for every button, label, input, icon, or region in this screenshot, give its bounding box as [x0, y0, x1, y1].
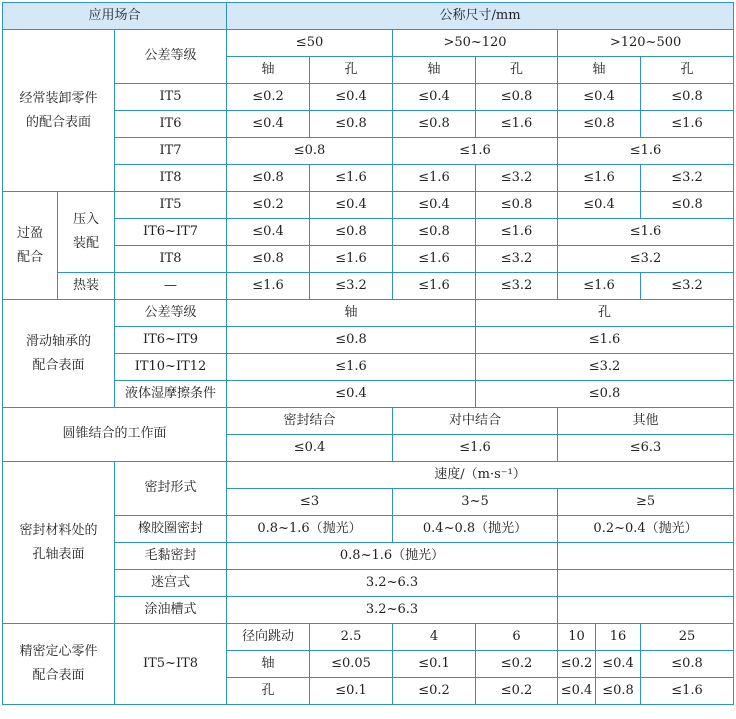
sec1-tol-grade: 公差等级 [115, 30, 227, 84]
sec1-grade: IT5 [115, 84, 227, 111]
sec5-speed-3: ≥5 [558, 489, 734, 516]
sec3-label [3, 300, 115, 408]
cell: ≤3.2 [310, 273, 393, 300]
sec1-label [3, 30, 115, 192]
sec6-shaft-label: 轴 [227, 651, 310, 678]
cell: ≤0.4 [227, 381, 476, 408]
cell: ≤1.6 [476, 111, 558, 138]
sec4-head-3: 其他 [558, 408, 734, 435]
empty-cell [558, 543, 734, 570]
cell: ≤0.2 [393, 678, 476, 705]
sec1-grade: IT8 [115, 165, 227, 192]
cell: ≤1.6 [393, 246, 476, 273]
sec2-grade: — [115, 273, 227, 300]
sec1-range-3: >120~500 [558, 30, 734, 57]
cell: ≤0.8 [641, 84, 734, 111]
cell: 3.2~6.3 [227, 597, 558, 624]
sec5-seal-name: 迷宫式 [115, 570, 227, 597]
cell: ≤0.8 [476, 381, 734, 408]
cell: 6 [476, 624, 558, 651]
cell: 2.5 [310, 624, 393, 651]
sec5-seal-name: 橡胶圈密封 [115, 516, 227, 543]
cell: ≤3.2 [558, 246, 734, 273]
cell: 0.8~1.6（抛光） [227, 543, 558, 570]
cell: ≤1.6 [476, 219, 558, 246]
cell: 10 [558, 624, 596, 651]
cell: 16 [596, 624, 641, 651]
cell: ≤1.6 [310, 246, 393, 273]
cell: ≤0.1 [393, 651, 476, 678]
sec5-speed-1: ≤3 [227, 489, 393, 516]
sec1-shaft-2: 轴 [393, 57, 476, 84]
table-row [3, 273, 734, 300]
sec5-seal-name: 涂油槽式 [115, 597, 227, 624]
table-row [3, 300, 734, 327]
cell: ≤0.4 [310, 192, 393, 219]
cell: ≤0.4 [310, 84, 393, 111]
sec1-label-line2: 的配合表面 [25, 114, 91, 130]
sec3-tol-grade: 公差等级 [115, 300, 227, 327]
cell: 0.8~1.6（抛光） [227, 516, 393, 543]
cell: ≤1.6 [476, 327, 734, 354]
cell: ≤1.6 [393, 273, 476, 300]
sec6-hole-label: 孔 [227, 678, 310, 705]
sec1-grade: IT7 [115, 138, 227, 165]
cell: 3.2~6.3 [227, 570, 558, 597]
roughness-table [2, 2, 734, 705]
cell: ≤6.3 [558, 435, 734, 462]
sec2-press-label [58, 192, 115, 273]
cell: ≤1.6 [227, 273, 310, 300]
sec3-label-line2: 配合表面 [32, 357, 85, 373]
cell: ≤0.4 [558, 678, 596, 705]
cell: ≤0.2 [227, 84, 310, 111]
table-row [3, 624, 734, 651]
cell: ≤0.4 [558, 192, 641, 219]
cell: ≤0.1 [310, 678, 393, 705]
cell: ≤0.4 [393, 84, 476, 111]
sec1-range-2: >50~120 [393, 30, 558, 57]
cell: ≤3.2 [476, 273, 558, 300]
empty-cell [558, 570, 734, 597]
cell: ≤0.4 [227, 219, 310, 246]
cell: ≤1.6 [558, 219, 734, 246]
sec6-grade: IT5~IT8 [115, 624, 227, 705]
sec3-shaft-head: 轴 [227, 300, 476, 327]
cell: ≤0.8 [227, 327, 476, 354]
sec4-head-1: 密封结合 [227, 408, 393, 435]
cell: ≤0.8 [227, 165, 310, 192]
cell: ≤0.2 [227, 192, 310, 219]
sec5-speed-head: 速度/（m·s⁻¹） [227, 462, 734, 489]
header-row [3, 3, 734, 30]
empty-cell [558, 597, 734, 624]
sec1-range-1: ≤50 [227, 30, 393, 57]
cell: ≤1.6 [558, 138, 734, 165]
sec2-label-line2: 配合 [16, 249, 43, 265]
sec5-label-line1: 密封材料处的 [19, 522, 98, 538]
sec5-speed-2: 3~5 [393, 489, 558, 516]
cell: ≤0.05 [310, 651, 393, 678]
sec1-grade: IT6 [115, 111, 227, 138]
cell: ≤0.2 [476, 678, 558, 705]
cell: ≤0.8 [596, 678, 641, 705]
cell: ≤0.8 [227, 138, 393, 165]
sec1-label-line1: 经常装卸零件 [19, 90, 98, 106]
sec1-shaft-3: 轴 [558, 57, 641, 84]
sec4-label: 圆锥结合的工作面 [3, 408, 227, 462]
cell: ≤1.6 [227, 354, 476, 381]
cell: ≤0.2 [476, 651, 558, 678]
sec4-head-2: 对中结合 [393, 408, 558, 435]
cell: ≤0.8 [558, 111, 641, 138]
cell: 0.2~0.4（抛光） [558, 516, 734, 543]
sec1-hole-1: 孔 [310, 57, 393, 84]
sec6-label-line2: 配合表面 [32, 668, 85, 683]
sec3-grade: IT6~IT9 [115, 327, 227, 354]
sec5-seal-name: 毛黏密封 [115, 543, 227, 570]
cell: ≤3.2 [476, 246, 558, 273]
cell: ≤0.4 [596, 651, 641, 678]
cell: ≤0.8 [310, 111, 393, 138]
cell: 4 [393, 624, 476, 651]
cell: ≤3.2 [641, 273, 734, 300]
sec1-hole-2: 孔 [476, 57, 558, 84]
cell: 0.4~0.8（抛光） [393, 516, 558, 543]
header-nominal-size: 公称尺寸/mm [227, 3, 734, 30]
sec2-grade: IT6~IT7 [115, 219, 227, 246]
roughness-table-container [2, 2, 734, 705]
cell: ≤0.8 [476, 84, 558, 111]
table-row [3, 408, 734, 435]
sec2-grade: IT8 [115, 246, 227, 273]
cell: ≤1.6 [393, 435, 558, 462]
sec2-label-line1: 过盈 [16, 225, 43, 241]
table-row [3, 30, 734, 57]
sec3-label-line1: 滑动轴承的 [25, 333, 91, 349]
table-row [3, 462, 734, 489]
cell: 25 [641, 624, 734, 651]
cell: ≤0.8 [476, 192, 558, 219]
sec3-hole-head: 孔 [476, 300, 734, 327]
cell: ≤1.6 [393, 165, 476, 192]
cell: ≤0.4 [227, 111, 310, 138]
sec6-label [3, 624, 115, 705]
sec3-grade: IT10~IT12 [115, 354, 227, 381]
sec2-label [3, 192, 58, 300]
cell: ≤1.6 [393, 138, 558, 165]
sec2-grade: IT5 [115, 192, 227, 219]
cell: ≤0.8 [641, 651, 734, 678]
sec1-shaft-1: 轴 [227, 57, 310, 84]
cell: ≤0.4 [558, 84, 641, 111]
cell: ≤0.2 [558, 651, 596, 678]
header-application: 应用场合 [3, 3, 227, 30]
cell: ≤0.8 [310, 219, 393, 246]
sec6-radial-label: 径向跳动 [227, 624, 310, 651]
sec2-hot-label: 热装 [58, 273, 115, 300]
cell: ≤0.4 [393, 192, 476, 219]
sec2-press-line2: 装配 [72, 236, 99, 251]
cell: ≤1.6 [558, 165, 641, 192]
sec5-label [3, 462, 115, 624]
cell: ≤1.6 [558, 273, 641, 300]
cell: ≤0.8 [227, 246, 310, 273]
sec5-label-line2: 孔轴表面 [32, 546, 85, 562]
sec1-hole-3: 孔 [641, 57, 734, 84]
cell: ≤1.6 [641, 111, 734, 138]
cell: ≤3.2 [476, 354, 734, 381]
sec6-label-line1: 精密定心零件 [19, 644, 98, 659]
sec2-press-line1: 压入 [72, 212, 99, 227]
cell: ≤0.8 [393, 219, 476, 246]
cell: ≤3.2 [476, 165, 558, 192]
cell: ≤3.2 [641, 165, 734, 192]
sec5-seal-form: 密封形式 [115, 462, 227, 516]
cell: ≤1.6 [310, 165, 393, 192]
cell: ≤0.8 [641, 192, 734, 219]
cell: ≤1.6 [641, 678, 734, 705]
cell: ≤0.4 [227, 435, 393, 462]
cell: ≤0.8 [393, 111, 476, 138]
sec3-grade: 液体湿摩擦条件 [115, 381, 227, 408]
table-row [3, 192, 734, 219]
